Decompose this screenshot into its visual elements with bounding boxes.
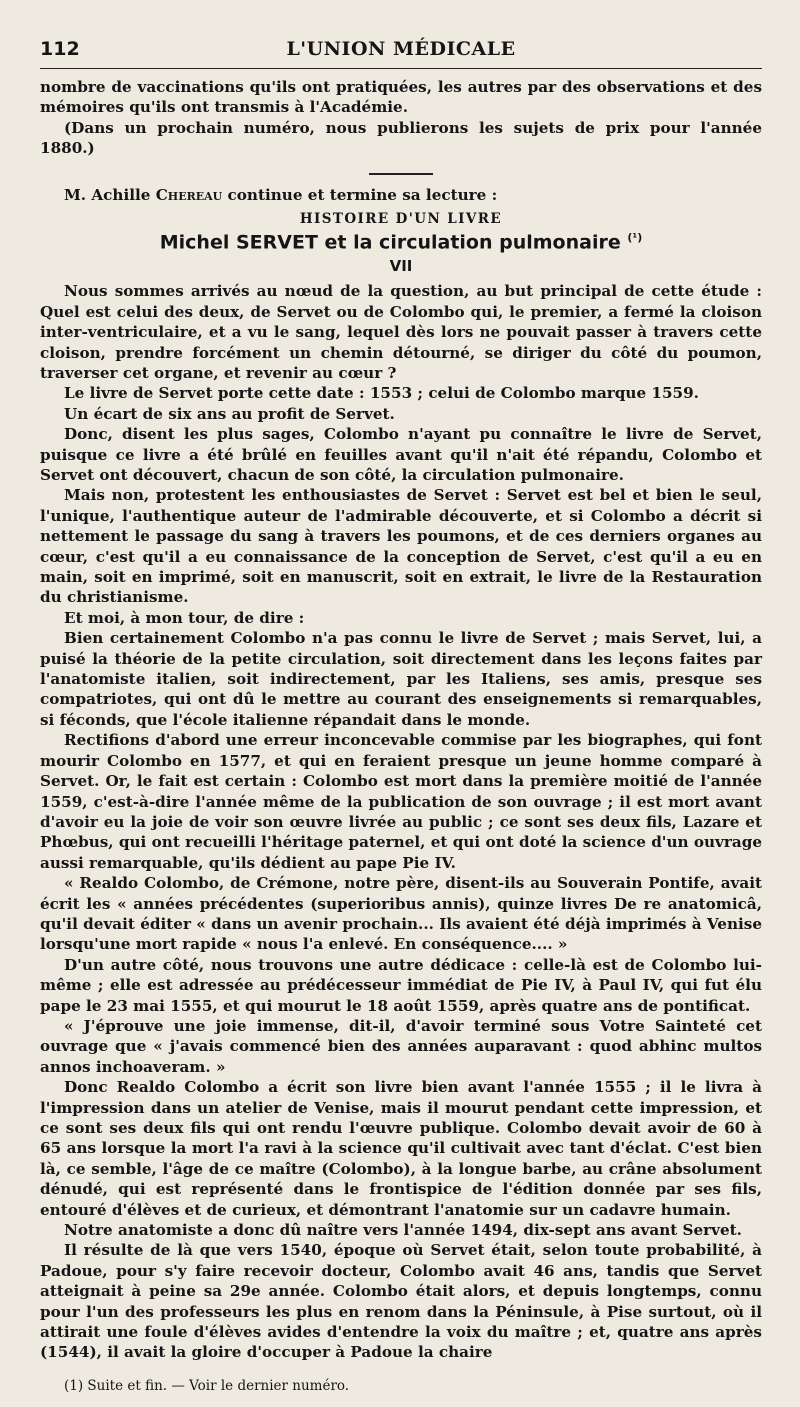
header-rule — [40, 68, 762, 69]
paragraph: Un écart de six ans au profit de Servet. — [64, 404, 395, 423]
running-title: L'UNION MÉDICALE — [286, 38, 516, 60]
paragraph: Il résulte de là que vers 1540, époque où Servet était, selon toute probabilité, à Padoue, pour s'y faire recevoir docteur, Colombo avait 46 ans, tandis que Servet atteignait à peine sa 29e année. Colombo était alors, et depuis longtemps, connu pour l'un des professeurs les plus en renom dans la Péninsule, à Pise surtout, où il attirait une foule d'élèves avides d'entendre la voix du maître ; et, quatre ans après (1544), il avait la gloire d'occuper à Padoue la chaire — [40, 1241, 762, 1362]
quotation: « J'éprouve une joie immense, dit-il, d'avoir terminé sous Votre Sainteté cet ouvrage que « j'avais commencé bien des années auparavant : quod abhinc multos annos inchoaveram. » — [40, 1016, 762, 1076]
paragraph: Donc Realdo Colombo a écrit son livre bien avant l'année 1555 ; il le livra à l'impression dans un atelier de Venise, mais il mourut pendant cette impression, et ce sont ses deux fils qui ont rendu l'œuvre publique. Colombo devait avoir de 60 à 65 ans lorsque la mort l'a ravi à la science qu'il cultivait avec tant d'éclat. C'est bien là, ce semble, l'âge de ce maître (Colombo), à la longue barbe, au crâne absolument dénudé, qui est représenté dans le frontispice de l'édition donnée par ses fils, entouré d'élèves et de curieux, et démontrant l'anatomie sur un cadavre humain. — [40, 1078, 762, 1219]
paragraph: Rectifions d'abord une erreur inconcevable commise par les biographes, qui font mourir Colombo en 1577, et qui en feraient presque un jeune homme comparé à Servet. Or, le fait est certain : Colombo est mort dans la première moitié de l'année 1559, c'est-à-dire l'année même de la publication de son ouvrage ; il est mort avant d'avoir eu la joie de voir son œuvre livrée au public ; ce sont ses deux fils, Lazare et Phœbus, qui ont recueilli l'héritage paternel, et qui ont doté la science d'un ouvrage aussi remarquable, qu'ils dédient au pape Pie IV. — [40, 731, 762, 872]
paragraph: nombre de vaccinations qu'ils ont pratiquées, les autres par des observations et des mémoires qu'ils ont transmis à l'Académie. — [40, 78, 762, 117]
paragraph: Donc, disent les plus sages, Colombo n'ayant pu connaître le livre de Servet, puisque ce livre a été brûlé en feuilles avant qu'il n'ait été répandu, Colombo et Servet ont découvert, chacun de son côté, la circulation pulmonaire. — [40, 425, 762, 485]
intro-text: M. Achille — [64, 185, 156, 204]
paragraph: Le livre de Servet porte cette date : 1553 ; celui de Colombo marque 1559. — [64, 384, 699, 403]
body-text — [40, 77, 762, 205]
quotation: « Realdo Colombo, de Crémone, notre père, disent-ils au Souverain Pontife, avait écrit les « années précédentes (superioribus annis), quinze livres De re anatomicâ, qu'il devait éditer « dans un avenir prochain... Ils avaient été déjà imprimés à Venise lorsqu'une mort rapide « nous l'a enlevé. En conséquence.... » — [40, 874, 762, 954]
paragraph: Bien certainement Colombo n'a pas connu le livre de Servet ; mais Servet, lui, a puisé la théorie de la petite circulation, soit directement dans les leçons faites par l'anatomiste italien, soit indirectement, par les Italiens, ses amis, presque ses compatriotes, qui ont dû le mettre au courant des enseignements si remarquables, si féconds, que l'école italienne répandait dans le monde. — [40, 629, 762, 729]
intro-line — [40, 185, 762, 205]
paragraph: (Dans un prochain numéro, nous publierons les sujets de prix pour l'année 1880.) — [40, 118, 762, 158]
paragraph: Mais non, protestent les enthousiastes de Servet : Servet est bel et bien le seul, l'unique, l'authentique auteur de l'admirable découverte, et si Colombo a décrit si nettement le passage du sang à travers les poumons, et de ces derniers organes au cœur, c'est qu'il a eu connaissance de la conception de Servet, c'est qu'il a eu en main, soit en imprimé, soit en manuscrit, soit en extrait, le livre de la Restauration du christianisme. — [40, 486, 762, 607]
section-divider — [369, 173, 433, 175]
section-number: VII — [389, 257, 413, 276]
paragraph: Nous sommes arrivés au nœud de la question, au but principal de cette étude : Quel est celui des deux, de Servet ou de Colombo qui, le premier, a fermé la cloison inter-ventriculaire, et a vu le sang, lequel dès lors ne pouvait passer à travers cette cloison, prendre forcément un chemin détourné, se diriger du côté du poumon, traverser cet organe, et revenir au cœur ? — [40, 282, 762, 382]
article-body — [40, 281, 762, 1363]
article-title — [40, 231, 762, 253]
page-header — [40, 34, 762, 68]
footnote-marker: (¹) — [627, 231, 643, 245]
article-title-text: Michel SERVET et la circulation pulmonaire — [159, 231, 621, 254]
intro-text: continue et termine sa lecture : — [222, 185, 498, 204]
series-title: HISTOIRE D'UN LIVRE — [299, 211, 503, 228]
speaker-name: Chereau — [155, 185, 223, 204]
paragraph: Notre anatomiste a donc dû naître vers l'année 1494, dix-sept ans avant Servet. — [64, 1221, 742, 1240]
footnotes — [40, 1377, 762, 1395]
paragraph: Et moi, à mon tour, de dire : — [64, 608, 305, 627]
paragraph: D'un autre côté, nous trouvons une autre dédicace : celle-là est de Colombo lui-même ; elle est adressée au prédécesseur immédiat de Pie IV, à Paul IV, qui fut élu pape le 23 mai 1555, et qui mourut le 18 août 1559, après quatre ans de pontificat. — [40, 955, 762, 1015]
footnote: (1) Suite et fin. — Voir le dernier numéro. — [64, 1377, 350, 1394]
page-number: 112 — [40, 38, 80, 60]
